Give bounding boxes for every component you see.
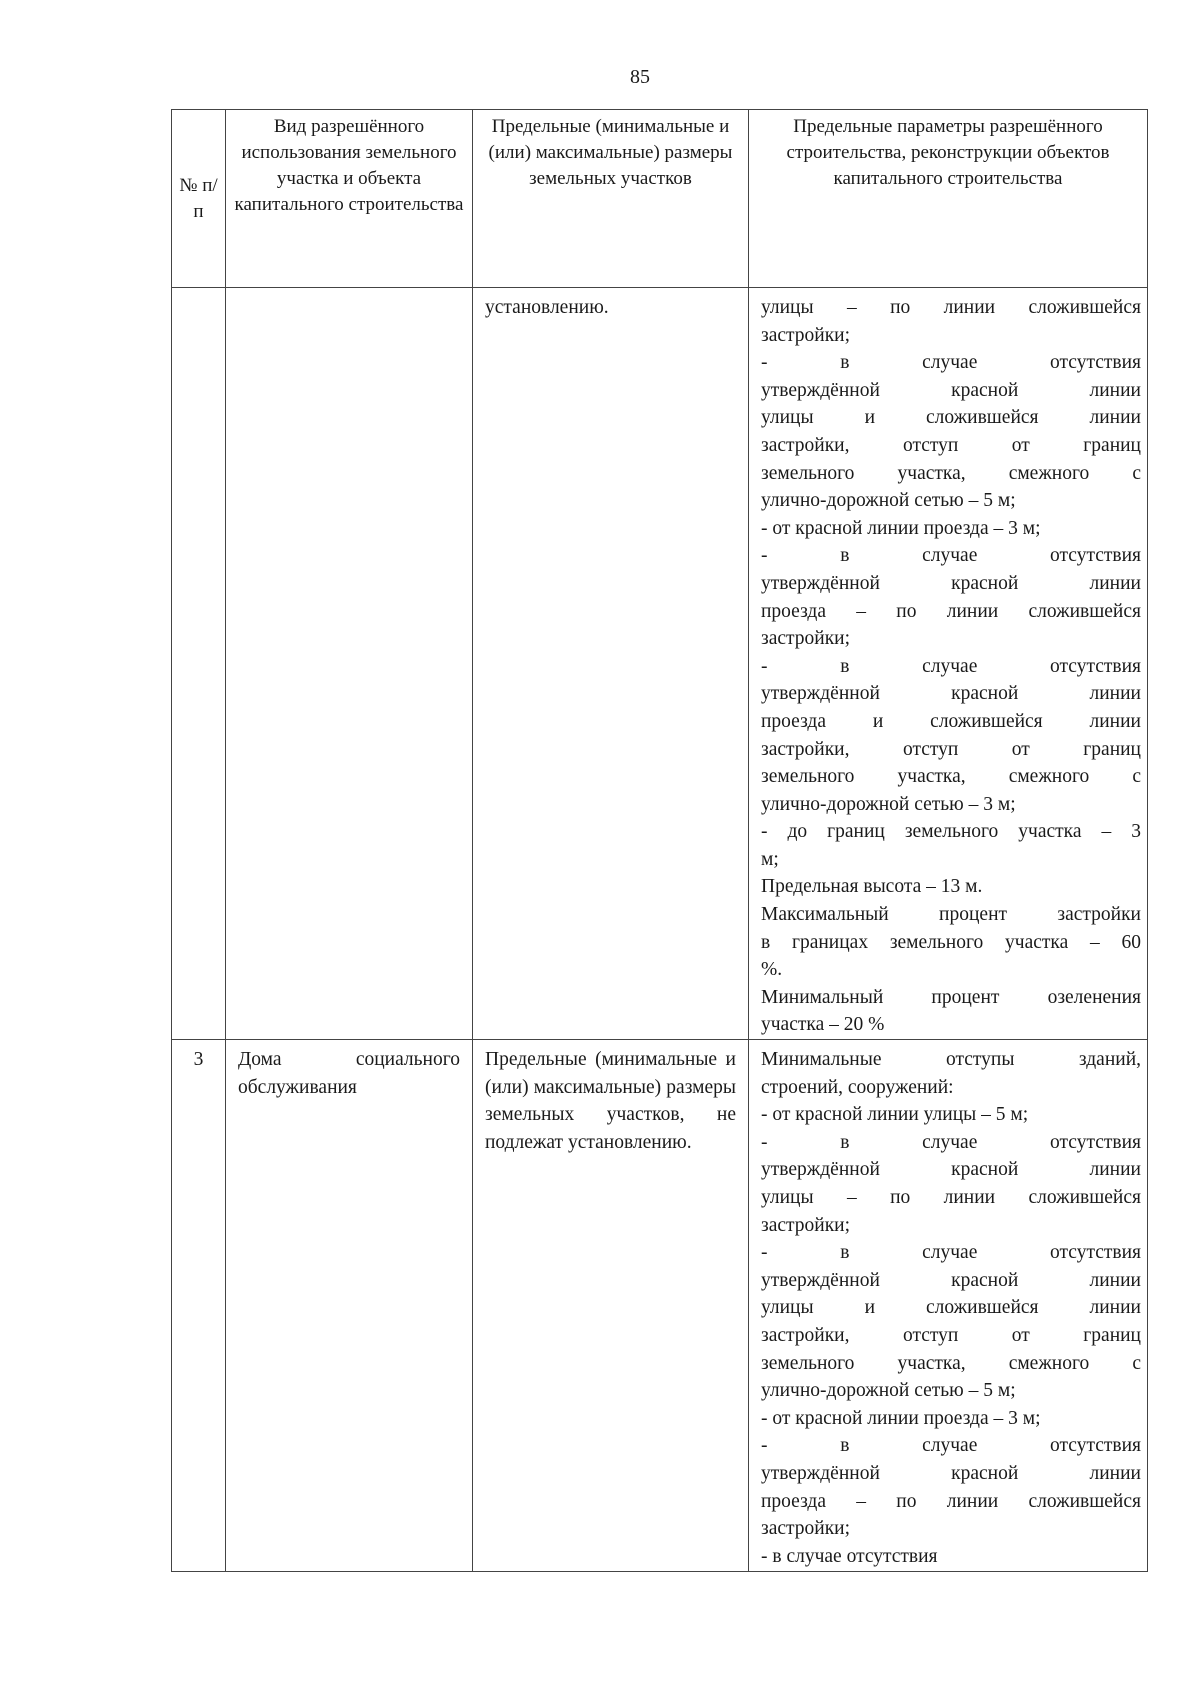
params-line: застройки, отступ от границ xyxy=(761,738,1141,760)
params-line: - в случае отсутствия xyxy=(761,352,1141,374)
params-line: земельного участка, смежного с xyxy=(761,766,1141,788)
row-num-cell xyxy=(172,288,226,1040)
params-line: застройки, отступ от границ xyxy=(761,434,1141,456)
params-line: - от красной линии проезда – 3 м; xyxy=(761,517,1041,539)
params-line: в границах земельного участка – 60 xyxy=(761,931,1141,953)
params-line: - в случае отсутствия xyxy=(761,655,1141,677)
table-header-row xyxy=(172,110,1148,288)
params-line: утверждённой красной линии xyxy=(761,1462,1141,1484)
params-text xyxy=(749,1040,1147,1570)
params-line: улицы и сложившейся линии xyxy=(761,407,1141,429)
params-line: утверждённой красной линии xyxy=(761,379,1141,401)
params-line: утверждённой красной линии xyxy=(761,1159,1141,1181)
params-line: улицы – по линии сложившейся xyxy=(761,297,1141,318)
params-line: - от красной линии улицы – 5 м; xyxy=(761,1104,1029,1126)
header-construction-params: Предельные параметры разрешённого строительства, реконструкции объектов капитального строительства xyxy=(749,110,1148,288)
row-sizes-cell: Предельные (минимальные и (или) максимальные) размеры земельных участков, не подлежат установлению. xyxy=(473,1040,749,1572)
params-line: улично-дорожной сетью – 5 м; xyxy=(761,1380,1016,1402)
params-line: застройки; xyxy=(761,1214,851,1236)
row-params-cell xyxy=(749,288,1148,1040)
params-text xyxy=(749,288,1147,1039)
params-line: Минимальные отступы зданий, xyxy=(761,1049,1141,1071)
params-line: застройки; xyxy=(761,324,851,346)
row-num-cell: 3 xyxy=(172,1040,226,1572)
params-line: - в случае отсутствия xyxy=(761,1242,1141,1264)
row-type-cell xyxy=(226,288,473,1040)
row-sizes-cell: установлению. xyxy=(473,288,749,1040)
params-line: Максимальный процент застройки xyxy=(761,904,1141,926)
params-line: застройки; xyxy=(761,1518,851,1540)
params-line: застройки; xyxy=(761,628,851,650)
params-line: участка – 20 % xyxy=(761,1014,885,1036)
params-line: застройки, отступ от границ xyxy=(761,1324,1141,1346)
table-row xyxy=(172,288,1148,1040)
header-num: № п/п xyxy=(172,110,226,288)
params-line: улично-дорожной сетью – 3 м; xyxy=(761,793,1016,815)
params-line: проезда и сложившейся линии xyxy=(761,710,1141,732)
params-line: улицы – по линии сложившейся xyxy=(761,1187,1141,1208)
row-type-cell: Дома социального обслуживания xyxy=(226,1040,473,1572)
row-params-cell xyxy=(749,1040,1148,1572)
table-row xyxy=(172,1040,1148,1572)
params-line: улицы и сложившейся линии xyxy=(761,1297,1141,1319)
params-line: земельного участка, смежного с xyxy=(761,1352,1141,1374)
params-line: утверждённой красной линии xyxy=(761,572,1141,594)
params-line: %. xyxy=(761,959,783,981)
params-line: м; xyxy=(761,848,779,870)
params-line: Минимальный процент озеленения xyxy=(761,986,1141,1008)
params-line: утверждённой красной линии xyxy=(761,1269,1141,1291)
params-line: утверждённой красной линии xyxy=(761,683,1141,705)
params-line: земельного участка, смежного с xyxy=(761,462,1141,484)
header-use-type: Вид разрешённого использования земельного участка и объекта капитального строительства xyxy=(226,110,473,288)
zoning-parameters-table xyxy=(171,109,1148,1572)
params-line: строений, сооружений: xyxy=(761,1076,954,1098)
params-line: Предельная высота – 13 м. xyxy=(761,876,983,898)
params-line: - в случае отсутствия xyxy=(761,545,1141,567)
params-line: проезда – по линии сложившейся xyxy=(761,600,1141,622)
header-plot-sizes: Предельные (минимальные и (или) максимальные) размеры земельных участков xyxy=(473,110,749,288)
params-line: - от красной линии проезда – 3 м; xyxy=(761,1407,1041,1429)
page-number: 85 xyxy=(630,66,650,88)
params-line: - до границ земельного участка – 3 xyxy=(761,821,1141,843)
params-line: - в случае отсутствия xyxy=(761,1435,1141,1457)
params-line: - в случае отсутствия xyxy=(761,1131,1141,1153)
params-line: проезда – по линии сложившейся xyxy=(761,1490,1141,1512)
params-line: улично-дорожной сетью – 5 м; xyxy=(761,490,1016,512)
params-line: - в случае отсутствия xyxy=(761,1545,938,1567)
